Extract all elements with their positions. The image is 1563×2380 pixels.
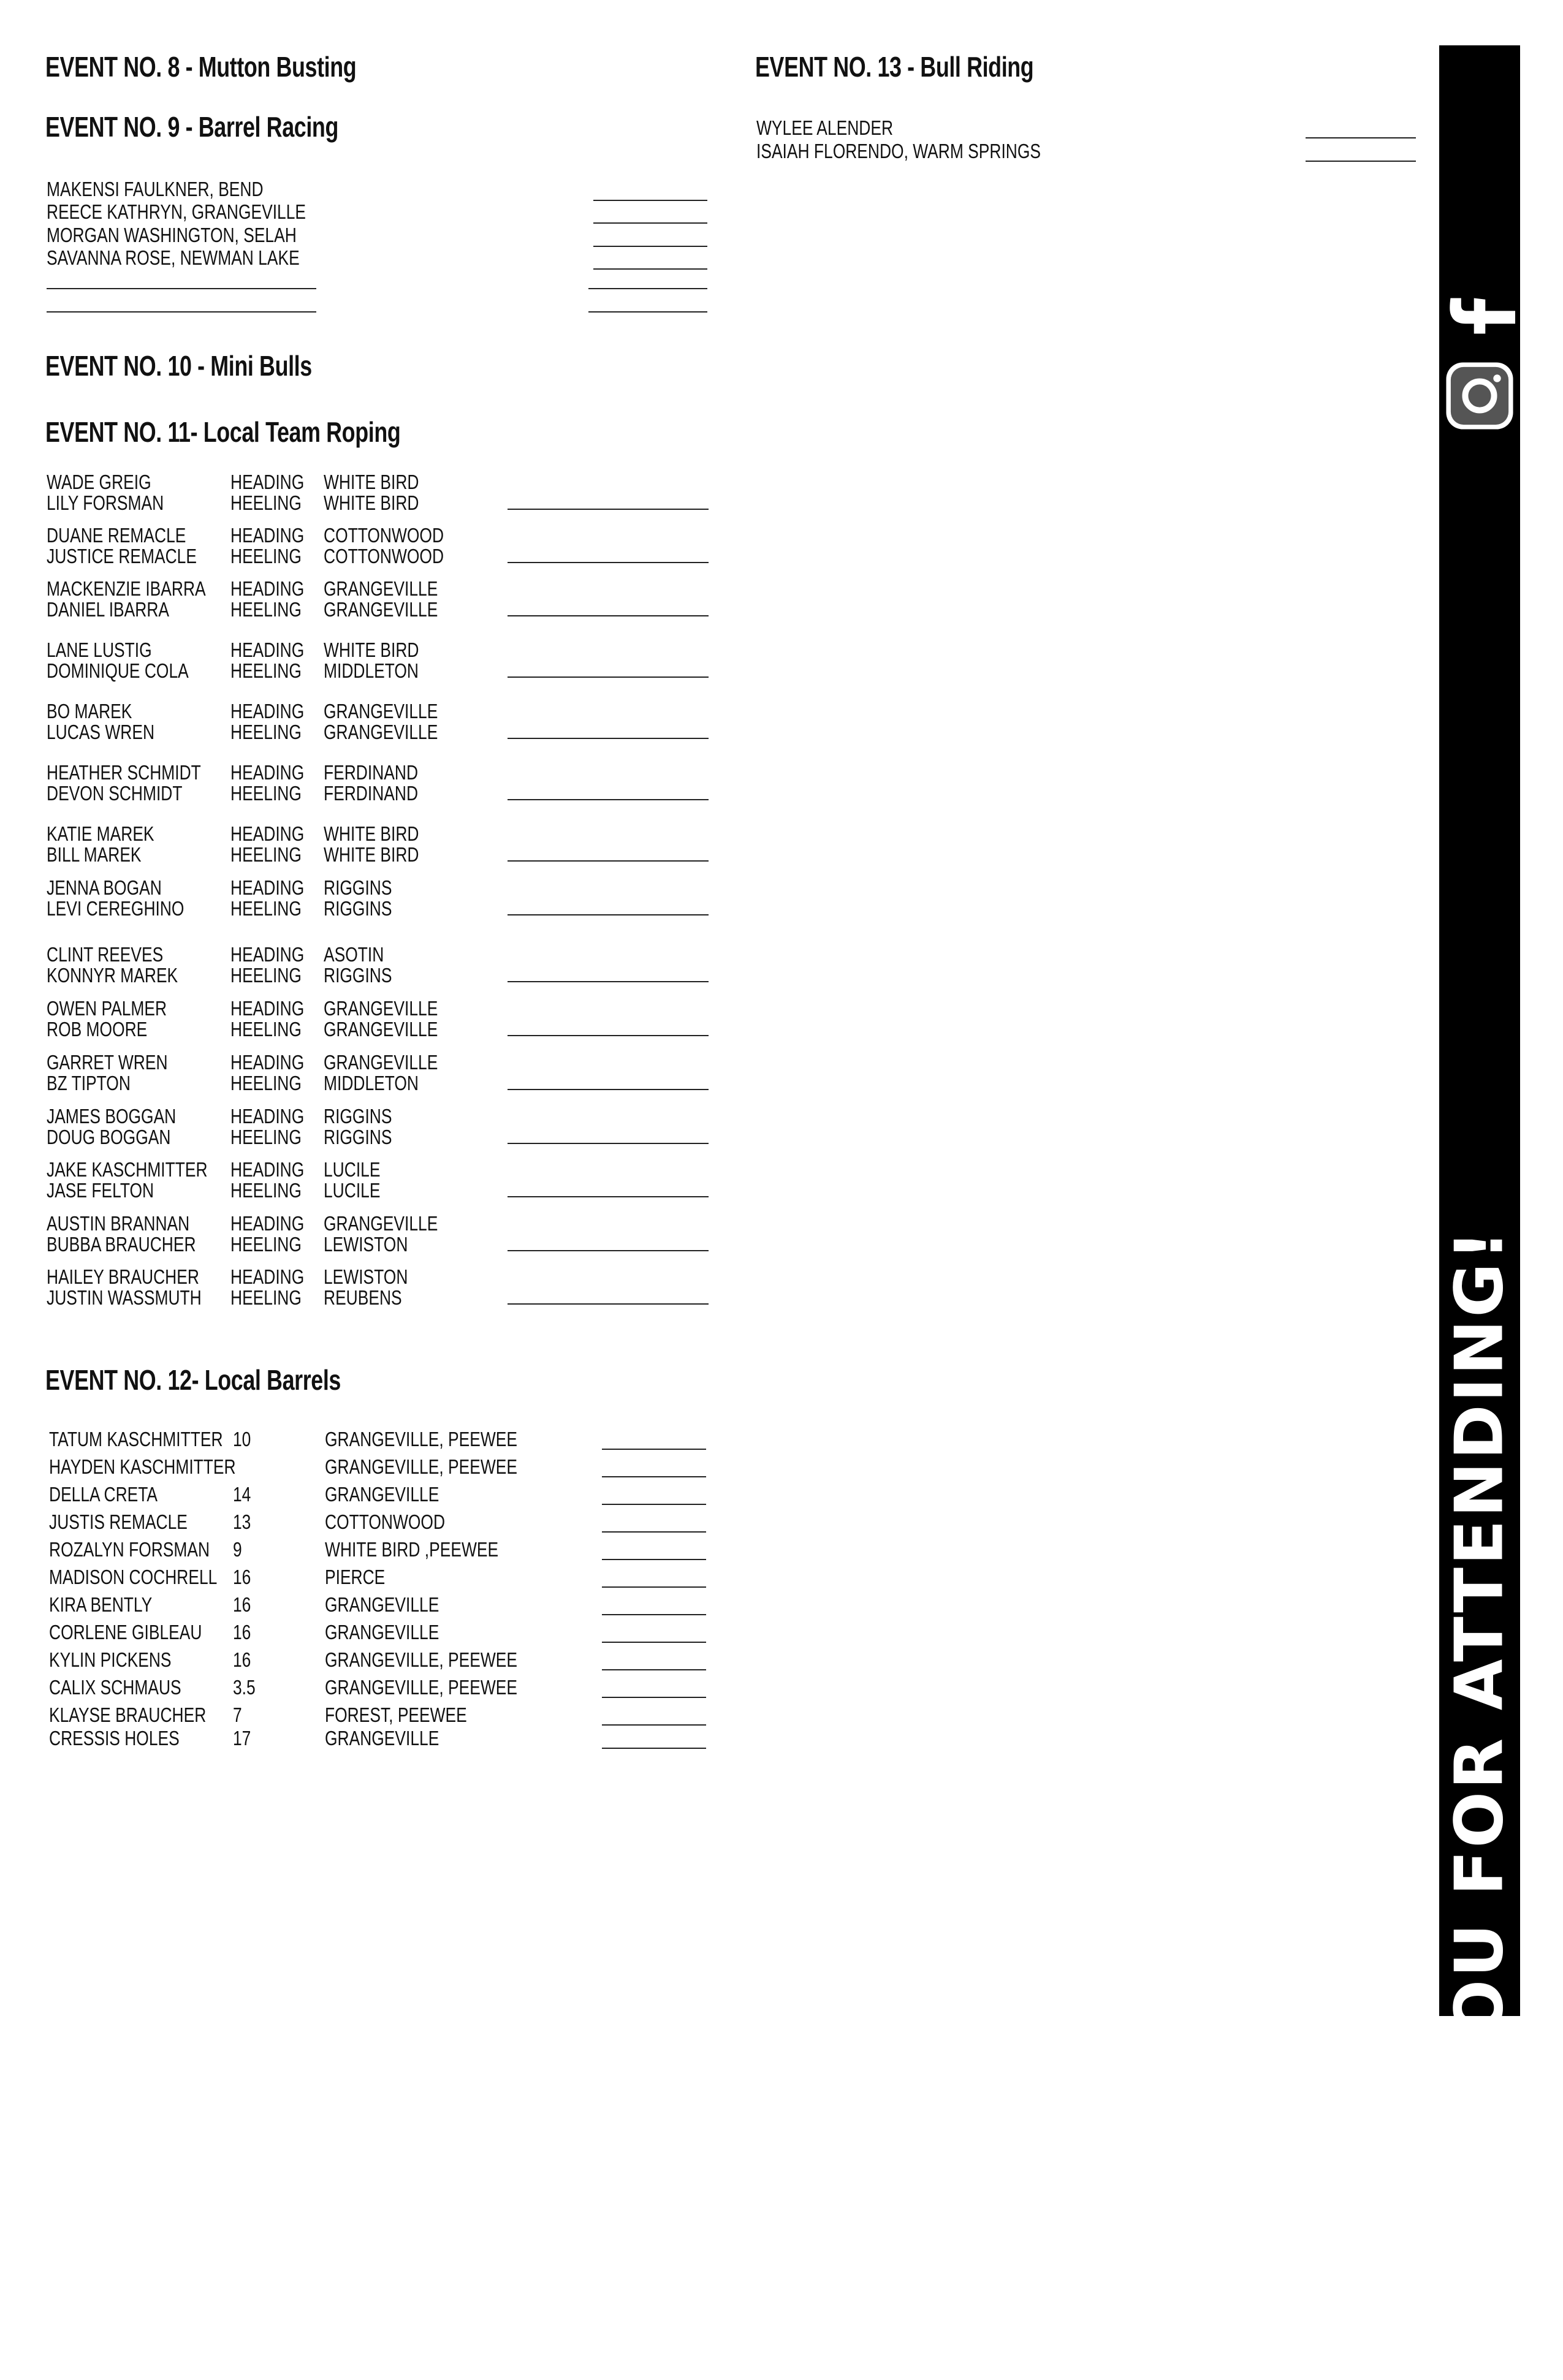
- heading-role-text: HEADING: [230, 577, 305, 600]
- heeler-town: [324, 546, 474, 566]
- local-barrels-name-text: MADISON COCHRELL: [49, 1566, 218, 1588]
- team-roping-pair: [0, 1159, 711, 1202]
- heeling-role-text: HEELING: [230, 897, 302, 920]
- heeler-name-text: ROB MOORE: [47, 1018, 148, 1040]
- header-name-text: LANE LUSTIG: [47, 639, 152, 661]
- header-name-text: WADE GREIG: [47, 471, 151, 493]
- time-line[interactable]: [508, 860, 709, 862]
- header-name: [47, 578, 246, 599]
- event-10-heading: EVENT NO. 10 - Mini Bulls: [45, 350, 312, 382]
- header-name: [47, 1213, 226, 1234]
- header-town: [324, 877, 409, 898]
- team-roping-pair: [0, 762, 711, 805]
- heeler-town-text: LEWISTON: [324, 1233, 408, 1256]
- local-barrels-town-text: GRANGEVILLE: [325, 1621, 439, 1643]
- team-roping-pair: [0, 824, 711, 866]
- heeler-name: [47, 1180, 181, 1200]
- time-line[interactable]: [508, 1089, 709, 1090]
- heeler-name-text: BZ TIPTON: [47, 1072, 131, 1094]
- time-line[interactable]: [593, 246, 707, 247]
- heeler-name: [47, 1234, 233, 1254]
- heeler-town: [324, 1073, 443, 1093]
- local-barrels-town-text: GRANGEVILLE, PEEWEE: [325, 1428, 517, 1450]
- bull-riding-entry-text: WYLEE ALENDER: [756, 116, 894, 139]
- time-line[interactable]: [602, 1748, 706, 1749]
- heeling-role: [230, 844, 319, 865]
- heeler-name: [47, 546, 234, 566]
- heeling-role-text: HEELING: [230, 1018, 302, 1040]
- time-line[interactable]: [508, 1035, 709, 1036]
- local-barrels-age-text: 17: [233, 1727, 251, 1749]
- header-town: [324, 525, 474, 545]
- heeling-role-text: HEELING: [230, 1179, 302, 1202]
- header-name: [47, 944, 192, 965]
- local-barrels-age-text: 9: [233, 1538, 242, 1561]
- header-name: [47, 762, 240, 783]
- header-name-text: JAKE KASCHMITTER: [47, 1158, 208, 1181]
- time-line[interactable]: [593, 268, 707, 270]
- team-roping-pair: [0, 1052, 711, 1095]
- heeling-role: [230, 1073, 319, 1093]
- header-name: [47, 1052, 198, 1072]
- team-roping-pair: [0, 877, 711, 920]
- score-line[interactable]: [1306, 161, 1416, 162]
- heeler-town: [324, 1127, 409, 1147]
- time-line[interactable]: [602, 1449, 706, 1450]
- heeler-name: [47, 1019, 172, 1039]
- heading-role-text: HEADING: [230, 761, 305, 784]
- heeler-town-text: GRANGEVILLE: [324, 598, 438, 621]
- instagram-icon[interactable]: [1442, 358, 1518, 434]
- heeler-name: [47, 783, 216, 803]
- local-barrels-age-text: 3.5: [233, 1676, 256, 1699]
- heeling-role: [230, 783, 319, 803]
- heeler-name: [47, 493, 193, 513]
- local-barrels-town-text: GRANGEVILLE: [325, 1483, 439, 1506]
- header-name-text: JENNA BOGAN: [47, 876, 162, 899]
- heeler-name: [47, 722, 181, 742]
- header-name-text: JAMES BOGGAN: [47, 1105, 177, 1127]
- header-name: [47, 1106, 208, 1126]
- heeler-name: [47, 1127, 202, 1147]
- local-barrels-name-text: ROZALYN FORSMAN: [49, 1538, 210, 1561]
- heeler-name: [47, 661, 224, 681]
- heading-role: [230, 578, 322, 599]
- event-9-heading: EVENT NO. 9 - Barrel Racing: [45, 111, 338, 143]
- heeler-name-text: BUBBA BRAUCHER: [47, 1233, 196, 1256]
- heeling-role-text: HEELING: [230, 1233, 302, 1256]
- blank-name-line[interactable]: [47, 288, 316, 289]
- local-barrels-town-text: COTTONWOOD: [325, 1510, 446, 1533]
- heading-role: [230, 1159, 322, 1180]
- heading-role-text: HEADING: [230, 943, 305, 966]
- header-town: [324, 472, 443, 492]
- header-name: [47, 998, 197, 1018]
- local-barrels-name-text: CRESSIS HOLES: [49, 1727, 180, 1749]
- team-roping-pair: [0, 1267, 711, 1309]
- heeling-role: [230, 661, 319, 681]
- header-town: [324, 578, 466, 599]
- local-barrels-age-text: 13: [233, 1510, 251, 1533]
- header-name: [47, 640, 178, 660]
- header-town-text: WHITE BIRD: [324, 822, 419, 845]
- barrel-racing-entry-text: SAVANNA ROSE, NEWMAN LAKE: [47, 246, 300, 269]
- heeling-role: [230, 898, 319, 919]
- local-barrels-town-text: FOREST, PEEWEE: [325, 1704, 467, 1726]
- heading-role-text: HEADING: [230, 1051, 305, 1074]
- heeler-town-text: FERDINAND: [324, 782, 419, 805]
- heading-role: [230, 877, 322, 898]
- header-town-text: WHITE BIRD: [324, 639, 419, 661]
- local-barrels-name-text: JUSTIS REMACLE: [49, 1510, 188, 1533]
- local-barrels-age-text: 16: [233, 1566, 251, 1588]
- heeler-name-text: JASE FELTON: [47, 1179, 154, 1202]
- heeling-role: [230, 599, 319, 620]
- heeling-role-text: HEELING: [230, 491, 302, 514]
- heeler-name-text: DANIEL IBARRA: [47, 598, 170, 621]
- time-line[interactable]: [508, 615, 709, 616]
- heeling-role-text: HEELING: [230, 721, 302, 743]
- heeling-role: [230, 1127, 319, 1147]
- team-roping-pair: [0, 472, 711, 515]
- header-town-text: RIGGINS: [324, 1105, 392, 1127]
- header-name-text: HEATHER SCHMIDT: [47, 761, 201, 784]
- heading-role: [230, 1052, 322, 1072]
- header-town: [324, 944, 399, 965]
- heeler-name: [47, 599, 200, 620]
- heading-role-text: HEADING: [230, 1105, 305, 1127]
- header-name: [47, 1159, 248, 1180]
- heeler-town: [324, 493, 443, 513]
- time-line[interactable]: [508, 562, 709, 563]
- heeling-role-text: HEELING: [230, 545, 302, 567]
- heeling-role-text: HEELING: [230, 1072, 302, 1094]
- heeler-town-text: REUBENS: [324, 1286, 402, 1309]
- time-line[interactable]: [508, 676, 709, 678]
- heeler-town: [324, 599, 466, 620]
- header-town-text: GRANGEVILLE: [324, 700, 438, 722]
- heeler-town: [324, 1019, 466, 1039]
- header-town: [324, 1213, 466, 1234]
- header-town: [324, 824, 443, 844]
- heeler-town-text: WHITE BIRD: [324, 843, 419, 866]
- heeling-role: [230, 1234, 319, 1254]
- heeler-town: [324, 1234, 429, 1254]
- heeler-town: [324, 661, 443, 681]
- blank-name-line[interactable]: [47, 311, 316, 313]
- local-barrels-age-text: 10: [233, 1428, 251, 1450]
- team-roping-pair: [0, 640, 711, 683]
- team-roping-pair: [0, 701, 711, 744]
- heading-role-text: HEADING: [230, 524, 305, 547]
- heeler-town: [324, 722, 466, 742]
- barrel-racing-entry-text: MAKENSI FAULKNER, BEND: [47, 178, 264, 200]
- heading-role: [230, 762, 322, 783]
- time-line[interactable]: [602, 1476, 706, 1477]
- local-barrels-age-text: 14: [233, 1483, 251, 1506]
- header-town: [324, 701, 466, 721]
- header-name-text: MACKENZIE IBARRA: [47, 577, 206, 600]
- time-line[interactable]: [602, 1559, 706, 1560]
- score-line[interactable]: [1306, 137, 1416, 138]
- heading-role: [230, 472, 322, 492]
- heading-role-text: HEADING: [230, 700, 305, 722]
- heeler-name-text: LUCAS WREN: [47, 721, 155, 743]
- local-barrels-name-text: DELLA CRETA: [49, 1483, 158, 1506]
- heading-role: [230, 944, 322, 965]
- time-line[interactable]: [588, 288, 707, 289]
- local-barrels-town-text: GRANGEVILLE, PEEWEE: [325, 1648, 517, 1671]
- heading-role: [230, 1106, 322, 1126]
- event-11-heading: EVENT NO. 11- Local Team Roping: [45, 416, 401, 448]
- header-town-text: WHITE BIRD: [324, 471, 419, 493]
- header-name: [47, 472, 177, 492]
- heeling-role: [230, 493, 319, 513]
- heading-role-text: HEADING: [230, 639, 305, 661]
- team-roping-pair: [0, 525, 711, 568]
- team-roping-pair: [0, 944, 711, 987]
- heading-role: [230, 1213, 322, 1234]
- header-name-text: OWEN PALMER: [47, 997, 167, 1020]
- time-line[interactable]: [508, 1250, 709, 1251]
- heeling-role: [230, 546, 319, 566]
- header-name-text: KATIE MAREK: [47, 822, 154, 845]
- local-barrels-age-text: 7: [233, 1704, 242, 1726]
- thank-you-banner: [1439, 45, 1520, 2380]
- time-line[interactable]: [508, 509, 709, 510]
- heading-role-text: HEADING: [230, 997, 305, 1020]
- header-town: [324, 998, 466, 1018]
- header-name-text: CLINT REEVES: [47, 943, 164, 966]
- header-town-text: LUCILE: [324, 1158, 381, 1181]
- heeler-town: [324, 1180, 395, 1200]
- heading-role-text: HEADING: [230, 471, 305, 493]
- heeler-town-text: MIDDLETON: [324, 659, 419, 682]
- time-line[interactable]: [602, 1504, 706, 1505]
- heeler-name-text: JUSTICE REMACLE: [47, 545, 197, 567]
- heeler-town: [324, 783, 442, 803]
- time-line[interactable]: [602, 1642, 706, 1643]
- local-barrels-town-text: GRANGEVILLE, PEEWEE: [325, 1455, 517, 1478]
- local-barrels-name-text: HAYDEN KASCHMITTER: [49, 1455, 236, 1478]
- time-line[interactable]: [602, 1586, 706, 1588]
- time-line[interactable]: [508, 799, 709, 800]
- header-town-text: RIGGINS: [324, 876, 392, 899]
- time-line[interactable]: [508, 914, 709, 915]
- heading-role-text: HEADING: [230, 1265, 305, 1288]
- heeler-name: [47, 898, 219, 919]
- heeler-name-text: LILY FORSMAN: [47, 491, 164, 514]
- local-barrels-name-text: KIRA BENTLY: [49, 1593, 153, 1616]
- heeling-role-text: HEELING: [230, 1286, 302, 1309]
- heading-role-text: HEADING: [230, 1158, 305, 1181]
- heeling-role: [230, 965, 319, 985]
- heeler-town-text: LUCILE: [324, 1179, 381, 1202]
- heeler-town: [324, 898, 409, 919]
- heeler-name: [47, 844, 165, 865]
- event-8-heading: EVENT NO. 8 - Mutton Busting: [45, 51, 357, 83]
- header-name: [47, 824, 181, 844]
- barrel-racing-entry-text: MORGAN WASHINGTON, SELAH: [47, 224, 297, 246]
- heeling-role: [230, 1180, 319, 1200]
- heeler-town: [324, 844, 443, 865]
- heeling-role-text: HEELING: [230, 782, 302, 805]
- heeling-role-text: HEELING: [230, 598, 302, 621]
- team-roping-pair: [0, 1106, 711, 1149]
- header-name-text: DUANE REMACLE: [47, 524, 186, 547]
- event-12-heading: EVENT NO. 12- Local Barrels: [45, 1364, 341, 1396]
- header-town-text: GRANGEVILLE: [324, 1212, 438, 1235]
- heeler-town-text: GRANGEVILLE: [324, 721, 438, 743]
- local-barrels-town-text: PIERCE: [325, 1566, 386, 1588]
- heeler-town-text: GRANGEVILLE: [324, 1018, 438, 1040]
- team-roping-pair: [0, 1213, 711, 1256]
- facebook-icon[interactable]: [1444, 278, 1515, 349]
- heeler-name-text: DOUG BOGGAN: [47, 1126, 171, 1148]
- local-barrels-town-text: GRANGEVILLE: [325, 1593, 439, 1616]
- header-town-text: ASOTIN: [324, 943, 384, 966]
- header-town: [324, 1106, 409, 1126]
- heading-role: [230, 640, 322, 660]
- bull-riding-entry-text: ISAIAH FLORENDO, WARM SPRINGS: [756, 140, 1041, 162]
- local-barrels-name-text: KYLIN PICKENS: [49, 1648, 172, 1671]
- heeler-town-text: RIGGINS: [324, 1126, 392, 1148]
- header-town: [324, 1052, 466, 1072]
- header-name: [47, 525, 221, 545]
- time-line[interactable]: [508, 1196, 709, 1197]
- heading-role: [230, 998, 322, 1018]
- banner-text: THANK YOU FOR ATTENDING!: [1441, 1227, 1518, 2380]
- team-roping-pair: [0, 578, 711, 621]
- local-barrels-town-text: WHITE BIRD ,PEEWEE: [325, 1538, 499, 1561]
- heeler-name-text: JUSTIN WASSMUTH: [47, 1286, 202, 1309]
- header-town: [324, 1159, 395, 1180]
- heeling-role: [230, 1019, 319, 1039]
- heeler-town-text: RIGGINS: [324, 897, 392, 920]
- heading-role: [230, 525, 322, 545]
- heeler-name: [47, 1073, 151, 1093]
- heading-role-text: HEADING: [230, 876, 305, 899]
- heading-role: [230, 701, 322, 721]
- team-roping-pair: [0, 998, 711, 1041]
- time-line[interactable]: [602, 1531, 706, 1533]
- header-town-text: FERDINAND: [324, 761, 419, 784]
- time-line[interactable]: [593, 200, 707, 201]
- barrel-racing-entry-text: REECE KATHRYN, GRANGEVILLE: [47, 200, 306, 223]
- time-line[interactable]: [588, 311, 707, 313]
- time-line[interactable]: [602, 1697, 706, 1698]
- heeler-town: [324, 965, 409, 985]
- local-barrels-age-text: 16: [233, 1593, 251, 1616]
- header-name-text: AUSTIN BRANNAN: [47, 1212, 190, 1235]
- heeling-role-text: HEELING: [230, 659, 302, 682]
- heeler-name: [47, 965, 211, 985]
- heeler-town-text: COTTONWOOD: [324, 545, 444, 567]
- heading-role-text: HEADING: [230, 822, 305, 845]
- heeler-name-text: DOMINIQUE COLA: [47, 659, 189, 682]
- heeler-name-text: BILL MAREK: [47, 843, 142, 866]
- time-line[interactable]: [508, 981, 709, 982]
- header-name-text: BO MAREK: [47, 700, 132, 722]
- heading-role: [230, 1267, 322, 1287]
- header-town: [324, 640, 443, 660]
- heeling-role: [230, 1287, 319, 1308]
- time-line[interactable]: [508, 738, 709, 739]
- local-barrels-name-text: KLAYSE BRAUCHER: [49, 1704, 207, 1726]
- local-barrels-name-text: CORLENE GIBLEAU: [49, 1621, 202, 1643]
- local-barrels-age-text: 16: [233, 1648, 251, 1671]
- heeling-role-text: HEELING: [230, 964, 302, 987]
- local-barrels-name-text: TATUM KASCHMITTER: [49, 1428, 223, 1450]
- heeler-town-text: WHITE BIRD: [324, 491, 419, 514]
- heeler-name-text: LEVI CEREGHINO: [47, 897, 184, 920]
- header-name: [47, 701, 153, 721]
- local-barrels-age-text: 16: [233, 1621, 251, 1643]
- heeler-town: [324, 1287, 422, 1308]
- local-barrels-town-text: GRANGEVILLE: [325, 1727, 439, 1749]
- header-name-text: GARRET WREN: [47, 1051, 168, 1074]
- header-name-text: HAILEY BRAUCHER: [47, 1265, 199, 1288]
- header-town-text: GRANGEVILLE: [324, 1051, 438, 1074]
- header-name: [47, 1267, 237, 1287]
- local-barrels-town-text: GRANGEVILLE, PEEWEE: [325, 1676, 517, 1699]
- heeler-name-text: DEVON SCHMIDT: [47, 782, 183, 805]
- heading-role-text: HEADING: [230, 1212, 305, 1235]
- header-town-text: LEWISTON: [324, 1265, 408, 1288]
- heeler-town-text: MIDDLETON: [324, 1072, 419, 1094]
- time-line[interactable]: [593, 222, 707, 224]
- time-line[interactable]: [508, 1143, 709, 1144]
- event-13-heading: EVENT NO. 13 - Bull Riding: [755, 51, 1034, 83]
- time-line[interactable]: [602, 1614, 706, 1615]
- header-town-text: GRANGEVILLE: [324, 577, 438, 600]
- time-line[interactable]: [602, 1724, 706, 1726]
- heading-role: [230, 824, 322, 844]
- heeling-role-text: HEELING: [230, 843, 302, 866]
- time-line[interactable]: [508, 1303, 709, 1305]
- heeler-name-text: KONNYR MAREK: [47, 964, 178, 987]
- heeling-role-text: HEELING: [230, 1126, 302, 1148]
- time-line[interactable]: [602, 1669, 706, 1670]
- heeling-role: [230, 722, 319, 742]
- header-town-text: GRANGEVILLE: [324, 997, 438, 1020]
- heeler-name: [47, 1287, 240, 1308]
- local-barrels-name-text: CALIX SCHMAUS: [49, 1676, 181, 1699]
- heeler-town-text: RIGGINS: [324, 964, 392, 987]
- header-town: [324, 1267, 429, 1287]
- header-town-text: COTTONWOOD: [324, 524, 444, 547]
- header-town: [324, 762, 442, 783]
- header-name: [47, 877, 191, 898]
